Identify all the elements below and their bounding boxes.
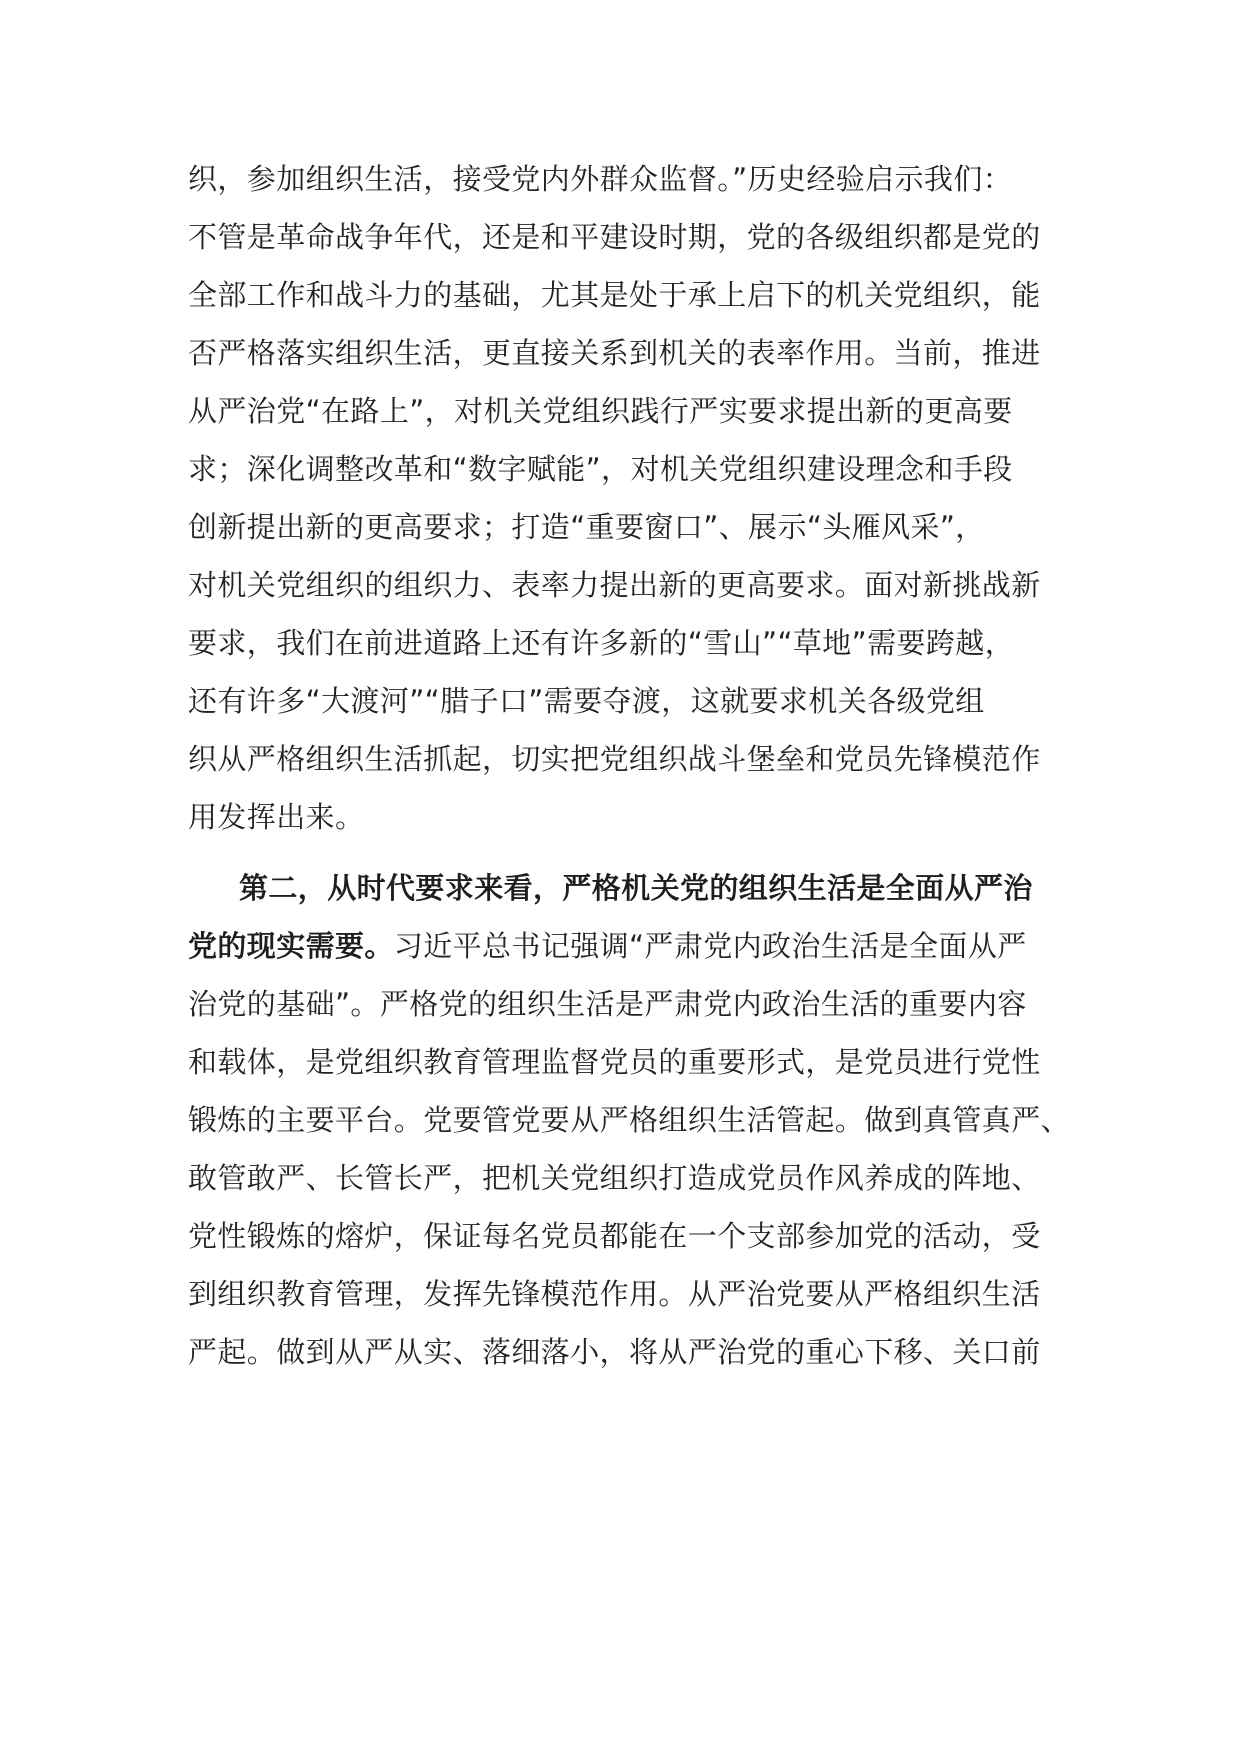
text-line: 从严治党“在路上”，对机关党组织践行严实要求提出新的更高要 bbox=[188, 394, 1013, 428]
text-line: 要求，我们在前进道路上还有许多新的“雪山”“草地”需要跨越， bbox=[188, 626, 1015, 660]
text-line: 对机关党组织的组织力、表率力提出新的更高要求。面对新挑战新 bbox=[188, 568, 1041, 602]
paragraph-heading-line bbox=[188, 868, 1033, 908]
text-line: 敢管敢严、长管长严，把机关党组织打造成党员作风养成的阵地、 bbox=[188, 1161, 1041, 1195]
text-line: 不管是革命战争年代，还是和平建设时期，党的各级组织都是党的 bbox=[188, 220, 1041, 254]
text-line: 锻炼的主要平台。党要管党要从严格组织生活管起。做到真管真严、 bbox=[188, 1103, 1071, 1137]
body-text: 习近平总书记强调“严肃党内政治生活是全面从严 bbox=[393, 929, 1027, 963]
text-line: 到组织教育管理，发挥先锋模范作用。从严治党要从严格组织生活 bbox=[188, 1277, 1041, 1311]
text-line: 严起。做到从严从实、落细落小，将从严治党的重心下移、关口前 bbox=[188, 1335, 1041, 1369]
text-line bbox=[188, 926, 1027, 966]
text-line: 还有许多“大渡河”“腊子口”需要夺渡，这就要求机关各级党组 bbox=[188, 684, 985, 718]
text-line: 织，参加组织生活，接受党内外群众监督。”历史经验启示我们： bbox=[188, 162, 1013, 196]
bold-heading-text: 党的现实需要。 bbox=[188, 929, 394, 963]
bold-heading-text: 第二，从时代要求来看，严格机关党的组织生活是全面从严治 bbox=[239, 871, 1033, 905]
text-line: 党性锻炼的熔炉，保证每名党员都能在一个支部参加党的活动，受 bbox=[188, 1219, 1041, 1253]
text-line: 治党的基础”。严格党的组织生活是严肃党内政治生活的重要内容 bbox=[188, 987, 1027, 1021]
text-line: 创新提出新的更高要求；打造“重要窗口”、展示“头雁风采”， bbox=[188, 510, 985, 544]
text-line: 求；深化调整改革和“数字赋能”，对机关党组织建设理念和手段 bbox=[188, 452, 1013, 486]
text-line: 否严格落实组织生活，更直接关系到机关的表率作用。当前，推进 bbox=[188, 336, 1041, 370]
text-line: 用发挥出来。 bbox=[188, 800, 365, 834]
text-line: 全部工作和战斗力的基础，尤其是处于承上启下的机关党组织，能 bbox=[188, 278, 1041, 312]
text-line: 和载体，是党组织教育管理监督党员的重要形式，是党员进行党性 bbox=[188, 1045, 1041, 1079]
text-line: 织从严格组织生活抓起，切实把党组织战斗堡垒和党员先锋模范作 bbox=[188, 742, 1041, 776]
